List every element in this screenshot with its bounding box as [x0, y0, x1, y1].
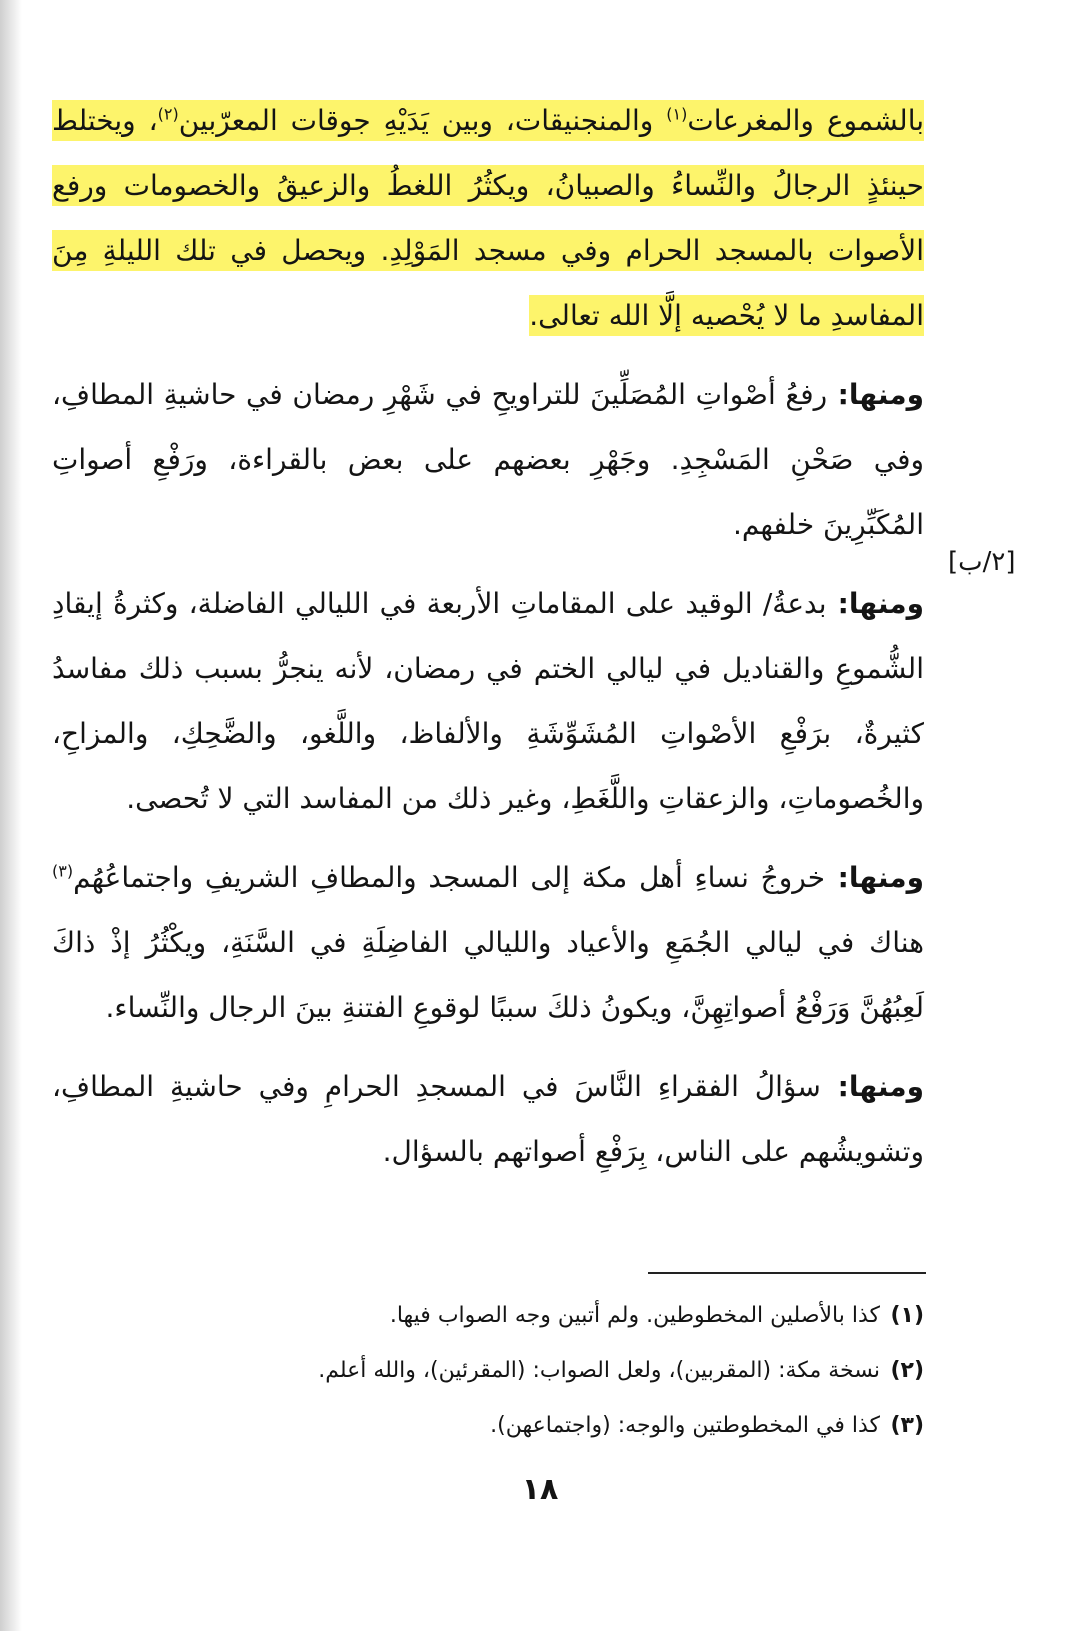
paragraph-text: سؤالُ الفقراءِ النَّاسَ في المسجدِ الحرامِ وفي حاشيةِ المطافِ، وتشويشُهم على الناس، بِرَفْعِ أصواتهم بالسؤال. [52, 1070, 924, 1168]
manuscript-folio-reference: [٢/ب] [948, 547, 1016, 577]
paragraph-text: رفعُ أصْواتِ المُصَلِّينَ للتراويحِ في شَهْرِ رمضان في حاشيةِ المطافِ، وفي صَحْنِ المَسْجِدِ. وجَهْرِ بعضهم على بعض بالقراءة، ورَفْعِ أصواتِ المُكَبِّرِينَ خلفهم. [52, 378, 924, 541]
footnote-text: كذا بالأصلين المخطوطين. ولم أتبين وجه الصواب فيها. [389, 1303, 880, 1328]
footnote-text: نسخة مكة: (المقربين)، ولعل الصواب: (المقرئين)، والله أعلم. [318, 1358, 880, 1383]
footnote-ref-2[interactable]: (٢) [157, 104, 179, 124]
footnote-item [52, 1288, 924, 1343]
footnotes [52, 1288, 924, 1453]
page-number: ١٨ [521, 1472, 559, 1507]
highlight-span [52, 100, 924, 336]
paragraph-beggars [52, 1054, 924, 1184]
footnote-number: (٣) [890, 1413, 924, 1438]
paragraph-lead: ومنها: [826, 587, 924, 620]
paragraph-prayers-voices [52, 362, 924, 557]
footnote-number: (١) [890, 1303, 924, 1328]
paragraph-lead: ومنها: [825, 861, 924, 894]
paragraph-women-gathering [52, 845, 924, 1040]
paragraph-lead: ومنها: [827, 378, 924, 411]
footnote-ref-1[interactable]: (١) [666, 104, 688, 124]
footnote-number: (٢) [890, 1358, 924, 1383]
paragraph-lighting-innovation [52, 571, 924, 831]
paragraph-text-before: خروجُ نساءِ أهل مكة إلى المسجد والمطافِ الشريفِ واجتماعُهُم [73, 861, 826, 894]
highlight-text-3: ، ويختلط حينئذٍ الرجالُ والنِّساءُ والصبيانُ، ويكثُرُ اللغطُ والزعيقُ والخصومات ورفع الأصوات بالمسجد الحرام وفي مسجد المَوْلِدِ. ويحصل في تلك الليلةِ مِنَ المفاسدِ ما لا يُحْصيه إلَّا الله تعالى. [52, 104, 924, 332]
footnote-item [52, 1343, 924, 1398]
highlight-text-1: بالشموع والمغرعات [687, 104, 925, 137]
highlight-text-2: والمنجنيقات، وبين يَدَيْهِ جوقات المعرّبين [178, 104, 667, 137]
highlighted-paragraph [52, 88, 924, 348]
footnote-ref-3[interactable]: (٣) [52, 861, 74, 881]
paragraph-text: بدعةُ/ الوقيد على المقاماتِ الأربعة في الليالي الفاضلة، وكثرةُ إيقادِ الشُّموعِ والقناديل في ليالي الختم في رمضان، لأنه ينجرُّ بسبب ذلك مفاسدُ كثيرةٌ، برَفْعِ الأصْواتِ المُشَوِّشَةِ والألفاظ، واللَّغو، والضَّحِكِ، والمزاحِ، والخُصوماتِ، والزعقاتِ واللَّغَطِ، وغير ذلك من المفاسد التي لا تُحصى. [52, 587, 924, 815]
footnote-item [52, 1398, 924, 1453]
paragraph-text-after: هناك في ليالي الجُمَعِ والأعياد والليالي الفاضِلَةِ في السَّنَةِ، ويكْثُرُ إذْ ذاكَ لَعِبُهُنَّ وَرَفْعُ أصواتِهِنَّ، ويكونُ ذلكَ سببًا لوقوعِ الفتنةِ بينَ الرجال والنِّساء. [52, 926, 924, 1024]
page-body [52, 88, 924, 1198]
page-left-edge-shadow [0, 0, 22, 1631]
paragraph-lead: ومنها: [820, 1070, 924, 1103]
footnote-text: كذا في المخطوطتين والوجه: (واجتماعهن). [490, 1413, 880, 1438]
footnote-separator [648, 1272, 926, 1274]
